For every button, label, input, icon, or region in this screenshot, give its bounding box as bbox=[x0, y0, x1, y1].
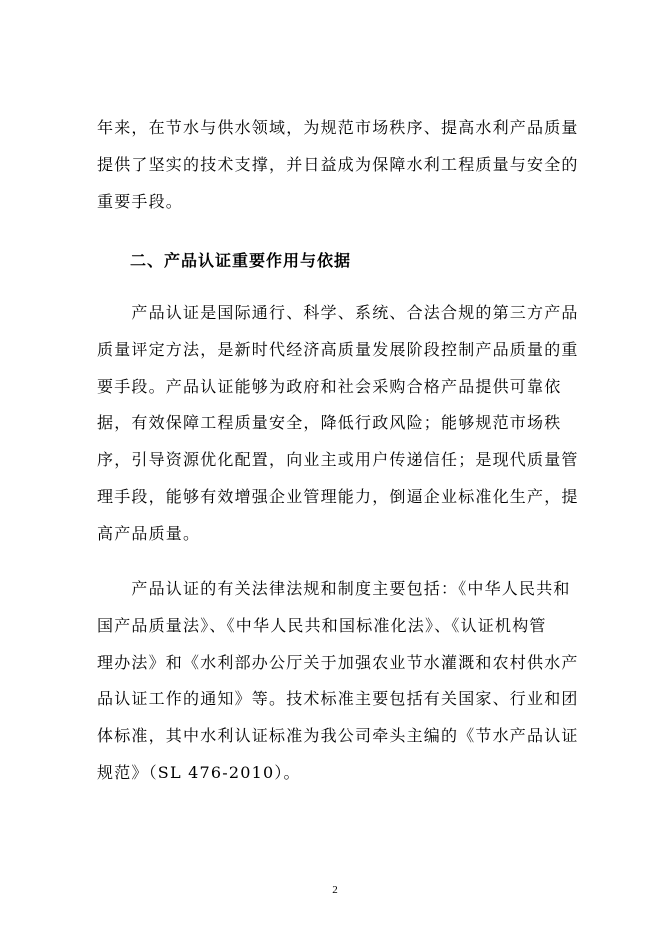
paragraph-line: 国产品质量法》、《中华人民共和国标准化法》、《认证机构管 bbox=[97, 615, 547, 635]
paragraph-line: 理手段，能够有效增强企业管理能力，倒逼企业标准化生产，提 bbox=[97, 486, 579, 506]
paragraph-line: 要手段。产品认证能够为政府和社会采购合格产品提供可靠依 bbox=[97, 376, 562, 396]
section-heading: 二、产品认证重要作用与依据 bbox=[130, 251, 352, 270]
page-number: 2 bbox=[332, 884, 338, 896]
paragraph-line: 重要手段。 bbox=[97, 191, 184, 211]
paragraph-line: 体标准，其中水利认证标准为我公司牵头主编的《节水产品认证 bbox=[97, 726, 579, 746]
paragraph-basis bbox=[97, 571, 577, 792]
paragraph-line: 提供了坚实的技术支撑，并日益成为保障水利工程质量与安全的 bbox=[97, 154, 579, 174]
paragraph-line: 理办法》和《水利部办公厅关于加强农业节水灌溉和农村供水产 bbox=[97, 652, 579, 672]
paragraph-line: 规范》（SL 476-2010）。 bbox=[97, 762, 301, 782]
paragraph-line: 产品认证是国际通行、科学、系统、合法合规的第三方产品 bbox=[97, 303, 579, 322]
paragraph-role bbox=[97, 295, 577, 553]
paragraph-line: 质量评定方法，是新时代经济高质量发展阶段控制产品质量的重 bbox=[97, 339, 579, 359]
paragraph-line: 据，有效保障工程质量安全，降低行政风险；能够规范市场秩 bbox=[97, 413, 562, 433]
paragraph-line: 品认证工作的通知》等。技术标准主要包括有关国家、行业和团 bbox=[97, 689, 579, 709]
paragraph-intro bbox=[97, 110, 577, 220]
paragraph-line: 年来，在节水与供水领域，为规范市场秩序、提高水利产品质量 bbox=[97, 118, 579, 137]
paragraph-line: 产品认证的有关法律法规和制度主要包括：《中华人民共和 bbox=[97, 579, 571, 598]
paragraph-line: 高产品质量。 bbox=[97, 523, 201, 543]
paragraph-line: 序，引导资源优化配置，向业主或用户传递信任；是现代质量管 bbox=[97, 450, 579, 470]
